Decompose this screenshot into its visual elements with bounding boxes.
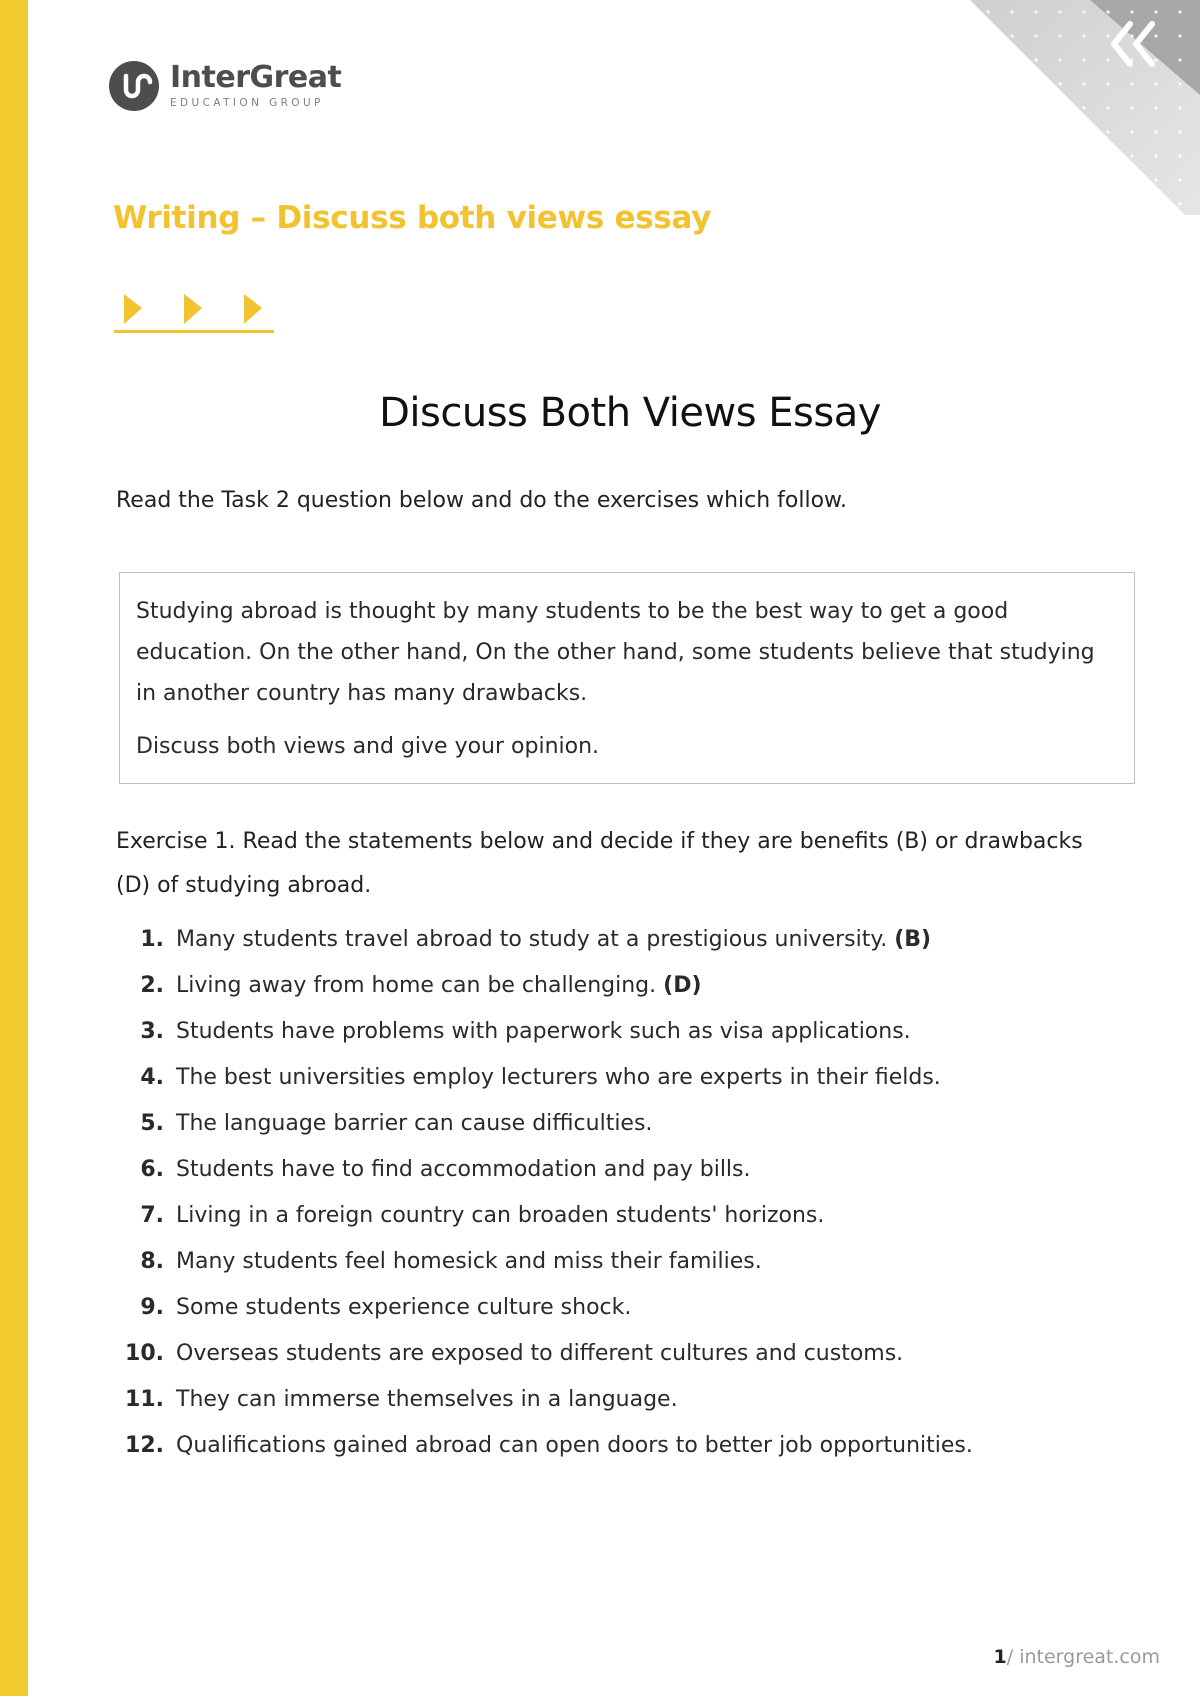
list-item xyxy=(116,1423,1116,1469)
intro-text: Read the Task 2 question below and do the exercises which follow. xyxy=(116,488,848,513)
statement-list xyxy=(116,917,1116,1469)
task-instruction: Discuss both views and give your opinion. xyxy=(136,734,600,759)
item-text xyxy=(176,963,702,1009)
item-statement: The best universities employ lecturers who are experts in their fields. xyxy=(176,1065,941,1090)
item-statement: The language barrier can cause difficulties. xyxy=(176,1111,653,1136)
item-statement: Many students feel homesick and miss their families. xyxy=(176,1249,762,1274)
item-text xyxy=(176,1055,941,1101)
task-question-text: Studying abroad is thought by many students to be the best way to get a good education. On the other hand, On the other hand, some students believe that studying in another country has many drawbacks. xyxy=(136,599,1095,706)
item-number: 10. xyxy=(125,1341,164,1366)
item-number: 6. xyxy=(140,1157,164,1182)
list-item xyxy=(116,917,1116,963)
arrow-icon xyxy=(184,294,202,324)
list-item xyxy=(116,1239,1116,1285)
list-item xyxy=(116,1009,1116,1055)
list-item xyxy=(116,1101,1116,1147)
item-statement: Students have problems with paperwork such as visa applications. xyxy=(176,1019,911,1044)
brand-logo xyxy=(108,60,341,112)
arrow-icon xyxy=(244,294,262,324)
item-text xyxy=(176,1423,973,1469)
list-item xyxy=(116,1331,1116,1377)
section-title: Writing – Discuss both views essay xyxy=(113,200,712,236)
item-number: 1. xyxy=(140,927,164,952)
item-text xyxy=(176,1193,824,1239)
list-item xyxy=(116,1193,1116,1239)
item-text xyxy=(176,1101,652,1147)
item-number: 12. xyxy=(125,1433,164,1458)
site-url: / intergreat.com xyxy=(1006,1646,1160,1668)
corner-decoration xyxy=(880,0,1200,220)
page-title: Discuss Both Views Essay xyxy=(379,390,881,436)
page-number: 1 xyxy=(993,1646,1007,1668)
brand-name: InterGreat xyxy=(170,60,342,95)
item-statement: Many students travel abroad to study at a prestigious university. xyxy=(176,927,895,952)
item-number: 8. xyxy=(140,1249,164,1274)
item-answer: (B) xyxy=(894,927,932,952)
item-number: 2. xyxy=(140,973,164,998)
list-item xyxy=(116,1055,1116,1101)
exercise-heading: Exercise 1. Read the statements below and decide if they are benefits (B) or drawbacks (D) of studying abroad. xyxy=(116,829,1083,898)
item-number: 11. xyxy=(125,1387,164,1412)
page-footer xyxy=(994,1646,1160,1668)
side-accent-bar xyxy=(0,0,28,1696)
list-item xyxy=(116,1285,1116,1331)
arrow-icon xyxy=(124,294,142,324)
item-statement: Living away from home can be challenging. xyxy=(176,973,664,998)
item-statement: Qualifications gained abroad can open doors to better job opportunities. xyxy=(176,1433,973,1458)
list-item xyxy=(116,963,1116,1009)
item-answer: (D) xyxy=(663,973,702,998)
item-text xyxy=(176,917,931,963)
item-statement: Some students experience culture shock. xyxy=(176,1295,632,1320)
brand-subtitle: EDUCATION GROUP xyxy=(170,97,324,109)
item-statement: Students have to find accommodation and pay bills. xyxy=(176,1157,751,1182)
item-text xyxy=(176,1239,762,1285)
item-statement: They can immerse themselves in a language. xyxy=(176,1387,678,1412)
item-text xyxy=(176,1377,678,1423)
item-number: 7. xyxy=(140,1203,164,1228)
item-text xyxy=(176,1331,903,1377)
arrow-decoration xyxy=(112,292,276,336)
item-statement: Living in a foreign country can broaden students' horizons. xyxy=(176,1203,825,1228)
item-number: 4. xyxy=(140,1065,164,1090)
item-statement: Overseas students are exposed to different cultures and customs. xyxy=(176,1341,904,1366)
item-number: 9. xyxy=(140,1295,164,1320)
list-item xyxy=(116,1377,1116,1423)
item-text xyxy=(176,1285,631,1331)
brand-logo-icon xyxy=(108,60,160,112)
item-number: 3. xyxy=(140,1019,164,1044)
list-item xyxy=(116,1147,1116,1193)
item-text xyxy=(176,1147,751,1193)
task-question-box xyxy=(119,572,1135,784)
item-number: 5. xyxy=(140,1111,164,1136)
item-text xyxy=(176,1009,911,1055)
